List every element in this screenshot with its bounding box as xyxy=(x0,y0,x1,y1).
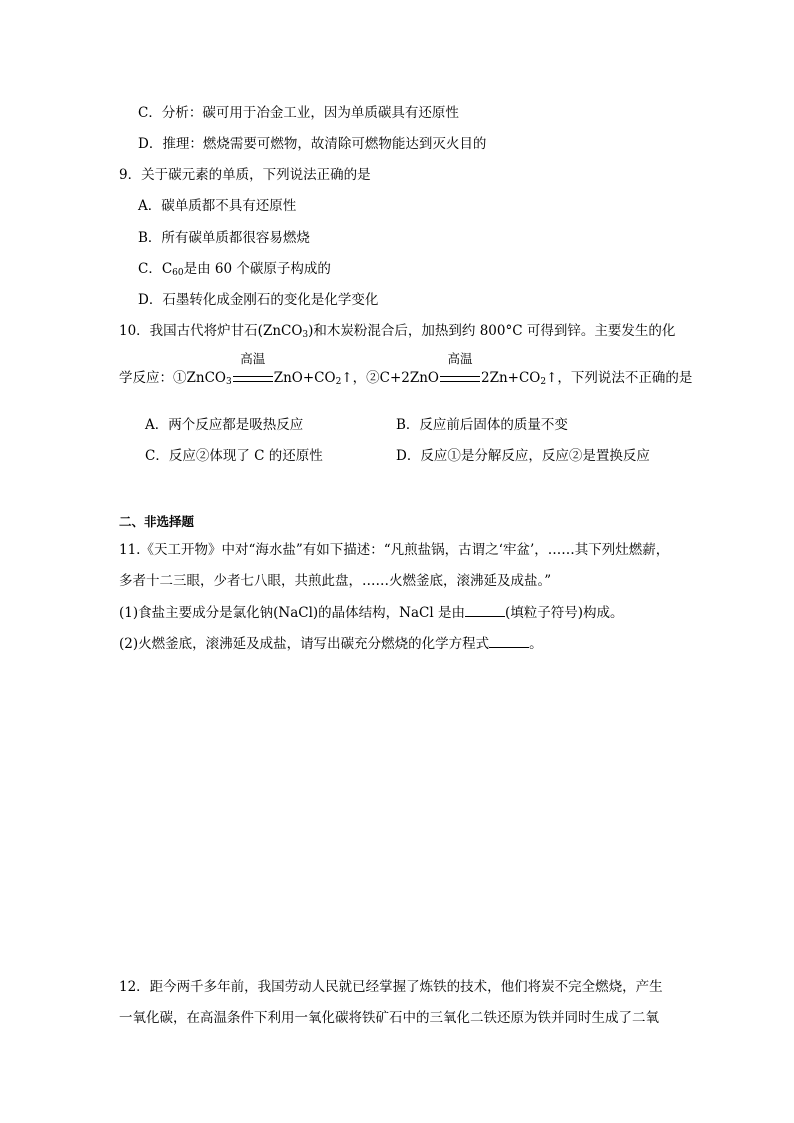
stem-text: 2Zn+CO xyxy=(481,370,541,386)
question-10-option-a: A．两个反应都是吸热反应 xyxy=(145,417,304,433)
question-11-part-2 xyxy=(119,634,543,654)
reaction-condition-2 xyxy=(439,351,481,388)
stem-text: 10．我国古代将炉甘石(ZnCO xyxy=(119,323,303,339)
equals-sign xyxy=(233,376,273,382)
option-text: C．C xyxy=(138,261,173,277)
question-8-option-c: C．分析：碳可用于冶金工业，因为单质碳具有还原性 xyxy=(138,105,459,121)
part-text: (1)食盐主要成分是氯化钠(NaCl)的晶体结构，NaCl 是由 xyxy=(119,605,465,621)
subscript: 2 xyxy=(540,377,547,387)
stem-text: ↑，下列说法不正确的是 xyxy=(546,370,693,386)
stem-text: ZnO+CO xyxy=(273,370,336,386)
question-9-stem: 9．关于碳元素的单质，下列说法正确的是 xyxy=(119,167,371,183)
question-12-stem-line-2: 一氧化碳，在高温条件下利用一氧化碳将铁矿石中的三氧化二铁还原为铁并同时生成了二氧 xyxy=(119,1010,659,1026)
equals-sign xyxy=(440,376,480,382)
part-text: 。 xyxy=(529,636,543,652)
question-11-part-1 xyxy=(119,603,624,623)
question-9-option-a: A．碳单质都不具有还原性 xyxy=(138,198,297,214)
question-8-option-d: D．推理：燃烧需要可燃物，故清除可燃物能达到灭火目的 xyxy=(138,136,487,152)
question-9-option-b: B．所有碳单质都很容易燃烧 xyxy=(138,230,310,246)
question-10-option-d: D．反应①是分解反应，反应②是置换反应 xyxy=(396,448,650,464)
option-text: 是由 60 个碳原子构成的 xyxy=(183,261,331,277)
question-9-option-d: D．石墨转化成金刚石的变化是化学变化 xyxy=(138,292,379,308)
condition-label: 高温 xyxy=(447,351,473,366)
question-10-stem-line-1 xyxy=(119,321,675,341)
stem-text: ↑，②C+2ZnO xyxy=(341,370,439,386)
condition-label: 高温 xyxy=(240,351,266,366)
answer-blank[interactable] xyxy=(489,634,529,648)
subscript: 2 xyxy=(335,377,342,387)
section-heading: 二、非选择题 xyxy=(119,514,195,529)
subscript: 60 xyxy=(172,268,184,278)
subscript: 3 xyxy=(302,330,309,340)
reaction-condition-1 xyxy=(232,351,274,388)
answer-blank[interactable] xyxy=(465,603,505,617)
question-11-stem-line-2: 多者十二三眼，少者七八眼，共煎此盘，……火燃釜底，滚沸延及成盐。” xyxy=(119,573,552,589)
part-text: (2)火燃釜底，滚沸延及成盐，请写出碳充分燃烧的化学方程式 xyxy=(119,636,490,652)
subscript: 3 xyxy=(225,377,232,387)
question-12-stem-line-1: 12．距今两千多年前，我国劳动人民就已经掌握了炼铁的技术，他们将炭不完全燃烧，产生 xyxy=(119,979,663,995)
question-10-option-c: C．反应②体现了 C 的还原性 xyxy=(145,448,323,464)
stem-text: 学反应：①ZnCO xyxy=(119,370,226,386)
question-10-stem-line-2 xyxy=(119,351,693,388)
part-text: (填粒子符号)构成。 xyxy=(504,605,624,621)
question-10-option-b: B．反应前后固体的质量不变 xyxy=(396,417,568,433)
question-11-stem-line-1: 11.《天工开物》中对“海水盐”有如下描述：“凡煎盐锅，古谓之‘牢盆’，……其下列灶燃薪， xyxy=(119,542,670,558)
stem-text: )和木炭粉混合后，加热到约 800°C 可得到锌。主要发生的化 xyxy=(308,323,676,339)
question-9-option-c xyxy=(138,259,331,279)
